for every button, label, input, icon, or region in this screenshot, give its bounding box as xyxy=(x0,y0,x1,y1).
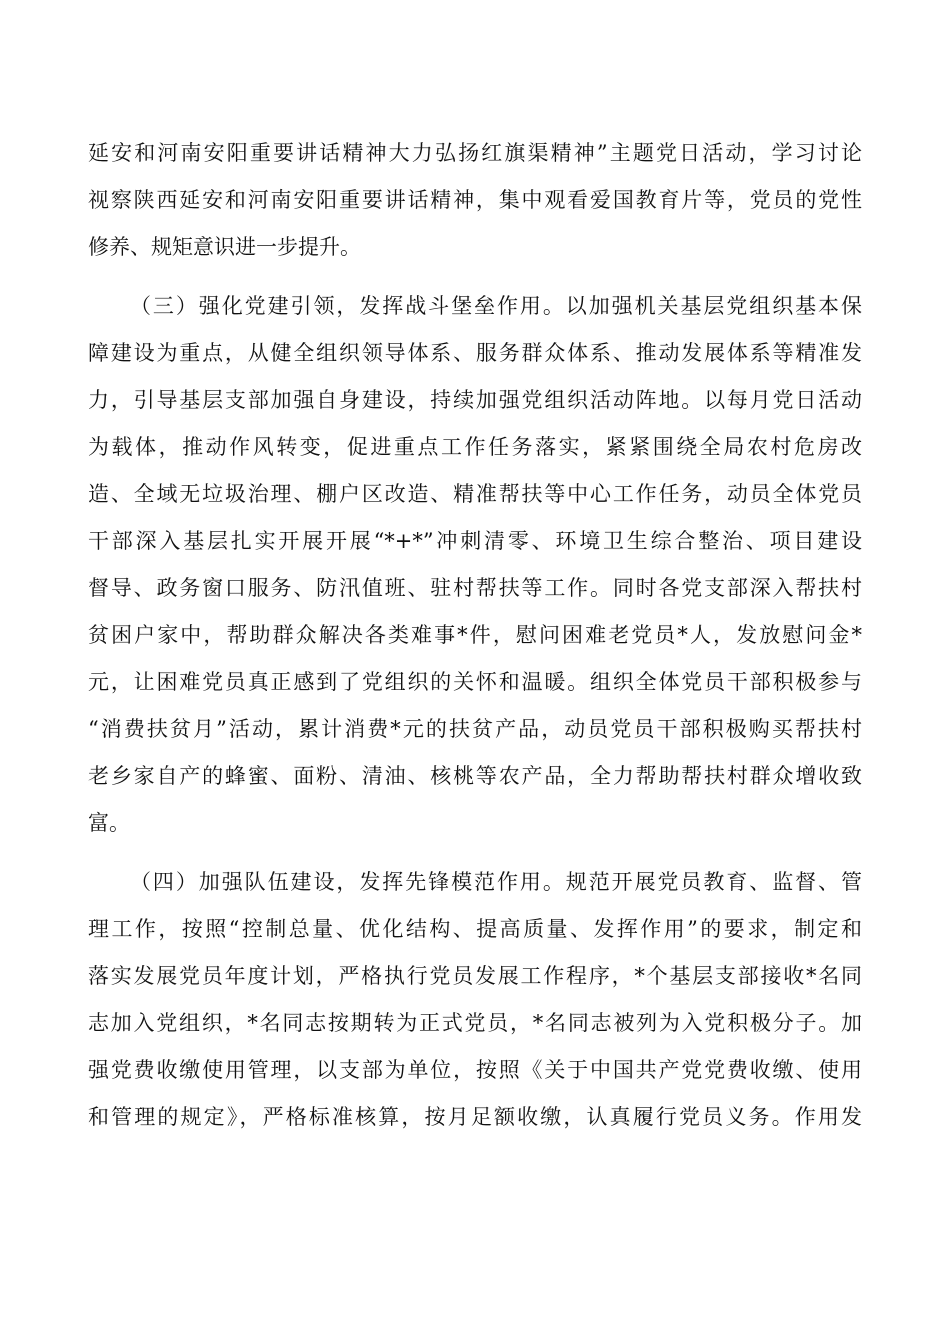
paragraph-line: 干部深入基层扎实开展开展“*+*”冲刺清零、环境卫生综合整治、项目建设 xyxy=(88,529,862,553)
paragraph-line: 元，让困难党员真正感到了党组织的关怀和温暖。组织全体党员干部积极参与 xyxy=(88,670,862,694)
paragraph-line: 造、全域无垃圾治理、棚户区改造、精准帮扶等中心工作任务，动员全体党员 xyxy=(88,482,862,506)
section-heading-line: （四）加强队伍建设，发挥先锋模范作用。规范开展党员教育、监督、管 xyxy=(130,870,862,894)
paragraph-line: 延安和河南安阳重要讲话精神大力弘扬红旗渠精神”主题党日活动，学习讨论 xyxy=(88,141,862,165)
paragraph-line: 修养、规矩意识进一步提升。 xyxy=(88,235,361,259)
paragraph-line: 障建设为重点，从健全组织领导体系、服务群众体系、推动发展体系等精准发 xyxy=(88,341,862,365)
paragraph-line: “消费扶贫月”活动，累计消费*元的扶贫产品，动员党员干部积极购买帮扶村 xyxy=(88,717,862,741)
paragraph-line: 督导、政务窗口服务、防汛值班、驻村帮扶等工作。同时各党支部深入帮扶村 xyxy=(88,576,862,600)
paragraph-line: 落实发展党员年度计划，严格执行党员发展工作程序，*个基层支部接收*名同 xyxy=(88,964,862,988)
section-heading-line: （三）强化党建引领，发挥战斗堡垒作用。以加强机关基层党组织基本保 xyxy=(130,294,862,318)
paragraph-line: 为载体，推动作风转变，促进重点工作任务落实，紧紧围绕全局农村危房改 xyxy=(88,435,862,459)
paragraph-line: 理工作，按照“控制总量、优化结构、提高质量、发挥作用”的要求，制定和 xyxy=(88,917,862,941)
paragraph-line: 老乡家自产的蜂蜜、面粉、清油、核桃等农产品，全力帮助帮扶村群众增收致 xyxy=(88,764,862,788)
paragraph-line: 富。 xyxy=(88,811,130,835)
paragraph-line: 视察陕西延安和河南安阳重要讲话精神，集中观看爱国教育片等，党员的党性 xyxy=(88,188,862,212)
paragraph-line: 强党费收缴使用管理，以支部为单位，按照《关于中国共产党党费收缴、使用 xyxy=(88,1058,862,1082)
paragraph-line: 力，引导基层支部加强自身建设，持续加强党组织活动阵地。以每月党日活动 xyxy=(88,388,862,412)
paragraph-line: 贫困户家中，帮助群众解决各类难事*件，慰问困难老党员*人，发放慰问金* xyxy=(88,623,862,647)
paragraph-line: 志加入党组织，*名同志按期转为正式党员，*名同志被列为入党积极分子。加 xyxy=(88,1011,862,1035)
paragraph-line: 和管理的规定》，严格标准核算，按月足额收缴，认真履行党员义务。作用发 xyxy=(88,1105,862,1129)
